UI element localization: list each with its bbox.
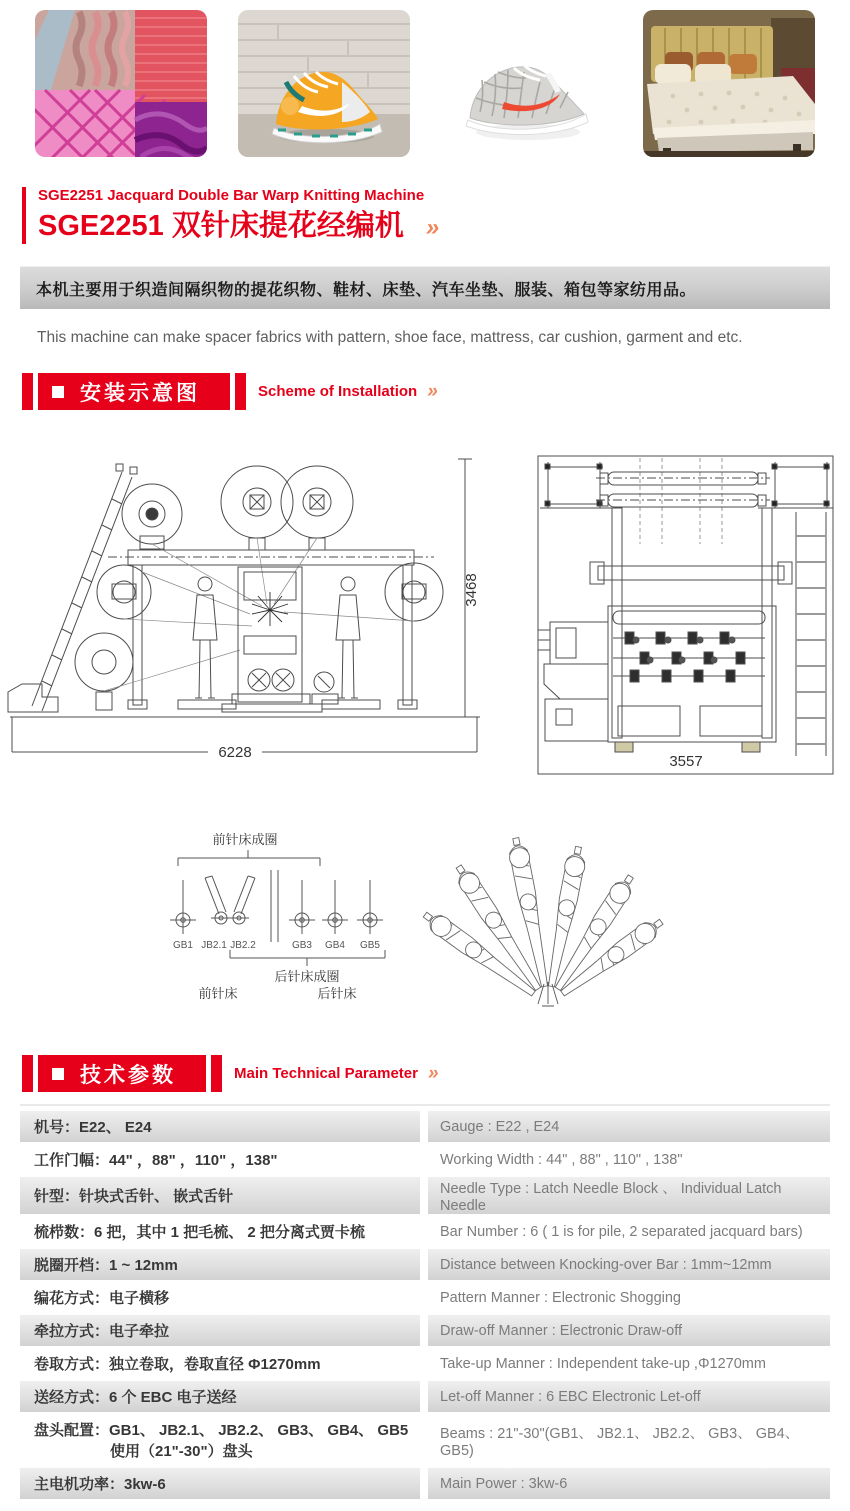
spec-cn-cell (20, 1414, 420, 1466)
spec-en-text: Main Power : 3kw-6 (440, 1475, 568, 1492)
parameters-badge-label: 技术参数 (80, 1063, 176, 1087)
table-row (20, 1249, 830, 1280)
spec-en-cell (428, 1177, 830, 1214)
spec-cn-cell (20, 1144, 420, 1175)
label-jb22: JB2.2 (230, 940, 256, 952)
label-gb3: GB3 (291, 940, 313, 952)
spec-cn-text: 编花方式：电子横移 (34, 1290, 170, 1308)
chevron-right-icon: » (425, 214, 438, 241)
spec-en-text: Gauge : E22 , E24 (440, 1118, 560, 1135)
gallery-image-knit-shoe (440, 10, 612, 157)
spec-table (20, 1104, 830, 1499)
intro-text-cn: 本机主要用于织造间隔织物的提花织物、鞋材、床垫、汽车坐垫、服装、箱包等家纺用品。 (36, 281, 697, 299)
label-jb21: JB2.1 (201, 940, 227, 952)
badge-accent-right (235, 373, 246, 410)
label-front-bed-loop: 前针床成圈 (212, 832, 278, 848)
label-back-bed-loop: 后针床成圈 (274, 969, 340, 985)
spec-en-text: Let-off Manner : 6 EBC Electronic Let-off (440, 1388, 701, 1405)
spec-cn-line2: 使用（21"-30"）盘头 (110, 1443, 253, 1461)
table-row (20, 1468, 830, 1499)
spec-en-cell (428, 1111, 830, 1142)
square-bullet-icon (52, 1068, 64, 1080)
spec-cn-text (34, 1419, 408, 1461)
spec-en-text: Needle Type : Latch Needle Block 、 Individual Latch Needle (440, 1181, 782, 1215)
page-title-text: SGE2251 双针床提花经编机 (38, 210, 404, 242)
spec-cn-cell (20, 1177, 420, 1214)
spec-en-cell (428, 1381, 830, 1412)
spec-cn-text: 送经方式：6 个 EBC 电子送经 (34, 1389, 237, 1407)
chevron-right-icon: » (427, 380, 436, 402)
label-back-bed: 后针床 (317, 986, 357, 1002)
spec-en-cell (428, 1216, 830, 1247)
page-title-block (22, 187, 830, 244)
spec-en-text: Working Width : 44" , 88" , 110" , 138" (440, 1151, 683, 1168)
table-row (20, 1111, 830, 1142)
page-title (38, 208, 830, 244)
label-front-bed: 前针床 (198, 986, 238, 1002)
installation-badge (38, 373, 230, 410)
needle-scheme-drawing (0, 814, 850, 1029)
label-gb5: GB5 (359, 940, 381, 952)
needle-bed-diagram (0, 814, 850, 1029)
spec-en-text: Pattern Manner : Electronic Shogging (440, 1289, 681, 1306)
intro-box (20, 266, 830, 309)
spec-cn-text: 主电机功率：3kw-6 (34, 1476, 166, 1494)
section-header-installation (22, 373, 830, 410)
spec-en-text: Bar Number : 6 ( 1 is for pile, 2 separated jacquard bars) (440, 1223, 803, 1240)
spec-cn-cell (20, 1315, 420, 1346)
gallery-image-fabrics (35, 10, 207, 157)
spec-en-cell (428, 1249, 830, 1280)
installation-badge-label: 安装示意图 (80, 381, 200, 405)
product-gallery (0, 0, 850, 157)
fabric-collage-illustration (35, 10, 207, 157)
spec-cn-text: 工作门幅：44" ，88" ，110" ，138" (34, 1152, 278, 1170)
bed-illustration (643, 10, 815, 157)
orange-shoe-illustration (238, 10, 410, 157)
parameters-subtitle: Main Technical Parameter (234, 1065, 418, 1083)
badge-accent-left (22, 373, 33, 410)
dimension-side-height: 3468 (463, 573, 480, 607)
spec-cn-text: 脱圈开档：1 ~ 12mm (34, 1257, 178, 1275)
spec-cn-text: 卷取方式：独立卷取，卷取直径 Φ1270mm (34, 1356, 321, 1374)
square-bullet-icon (52, 386, 64, 398)
parameters-badge (38, 1055, 206, 1092)
installation-subtitle: Scheme of Installation (258, 383, 418, 401)
spec-cn-cell (20, 1216, 420, 1247)
spec-cn-text: 针型：针块式舌针、 嵌式舌针 (34, 1188, 234, 1206)
spec-en-cell (428, 1282, 830, 1313)
table-row (20, 1216, 830, 1247)
spec-cn-cell (20, 1468, 420, 1499)
spec-cn-cell (20, 1249, 420, 1280)
spec-cn-cell (20, 1381, 420, 1412)
spec-cn-line1: 盘头配置：GB1、 JB2.1、 JB2.2、 GB3、 GB4、 GB5 (34, 1422, 409, 1440)
label-gb1: GB1 (172, 940, 194, 952)
spec-cn-text: 梳栉数：6 把，其中 1 把毛梳、 2 把分离式贾卡梳 (34, 1224, 365, 1242)
spec-cn-cell (20, 1111, 420, 1142)
table-row (20, 1348, 830, 1379)
gallery-image-bed (643, 10, 815, 157)
table-row (20, 1414, 830, 1466)
table-row (20, 1177, 830, 1214)
spec-en-text: Beams : 21"-30"(GB1、 JB2.1、 JB2.2、 GB3、 GB4、 GB5) (440, 1425, 800, 1459)
guide-lever-fan (419, 836, 667, 1006)
spec-en-cell (428, 1144, 830, 1175)
table-row (20, 1381, 830, 1412)
section-header-parameters (22, 1055, 830, 1092)
table-row (20, 1144, 830, 1175)
spec-cn-cell (20, 1282, 420, 1313)
spec-cn-cell (20, 1348, 420, 1379)
spec-en-cell (428, 1348, 830, 1379)
machine-drawings (0, 414, 850, 814)
dimension-side-width: 6228 (218, 744, 252, 762)
intro-text-en: This machine can make spacer fabrics with pattern, shoe face, mattress, car cushion, garment and etc. (37, 329, 743, 347)
spec-en-text: Distance between Knocking-over Bar : 1mm~12mm (440, 1256, 772, 1273)
installation-diagrams (0, 414, 850, 814)
table-row (20, 1282, 830, 1313)
spec-cn-text: 机号：E22、 E24 (34, 1119, 152, 1137)
spec-cn-text: 牵拉方式：电子牵拉 (34, 1323, 170, 1341)
title-english: SGE2251 Jacquard Double Bar Warp Knitting Machine (38, 187, 425, 204)
spec-en-cell (428, 1414, 830, 1466)
dimension-front-width: 3557 (669, 753, 703, 771)
spec-en-cell (428, 1315, 830, 1346)
label-gb4: GB4 (324, 940, 346, 952)
spec-en-text: Take-up Manner : Independent take-up ,Φ1270mm (440, 1355, 766, 1372)
table-row (20, 1315, 830, 1346)
badge-accent-left (22, 1055, 33, 1092)
chevron-right-icon: » (427, 1062, 437, 1084)
spec-en-text: Draw-off Manner : Electronic Draw-off (440, 1322, 683, 1339)
badge-accent-right (211, 1055, 222, 1092)
spec-en-cell (428, 1468, 830, 1499)
gallery-image-orange-shoe (238, 10, 410, 157)
knit-shoe-illustration (440, 10, 612, 157)
